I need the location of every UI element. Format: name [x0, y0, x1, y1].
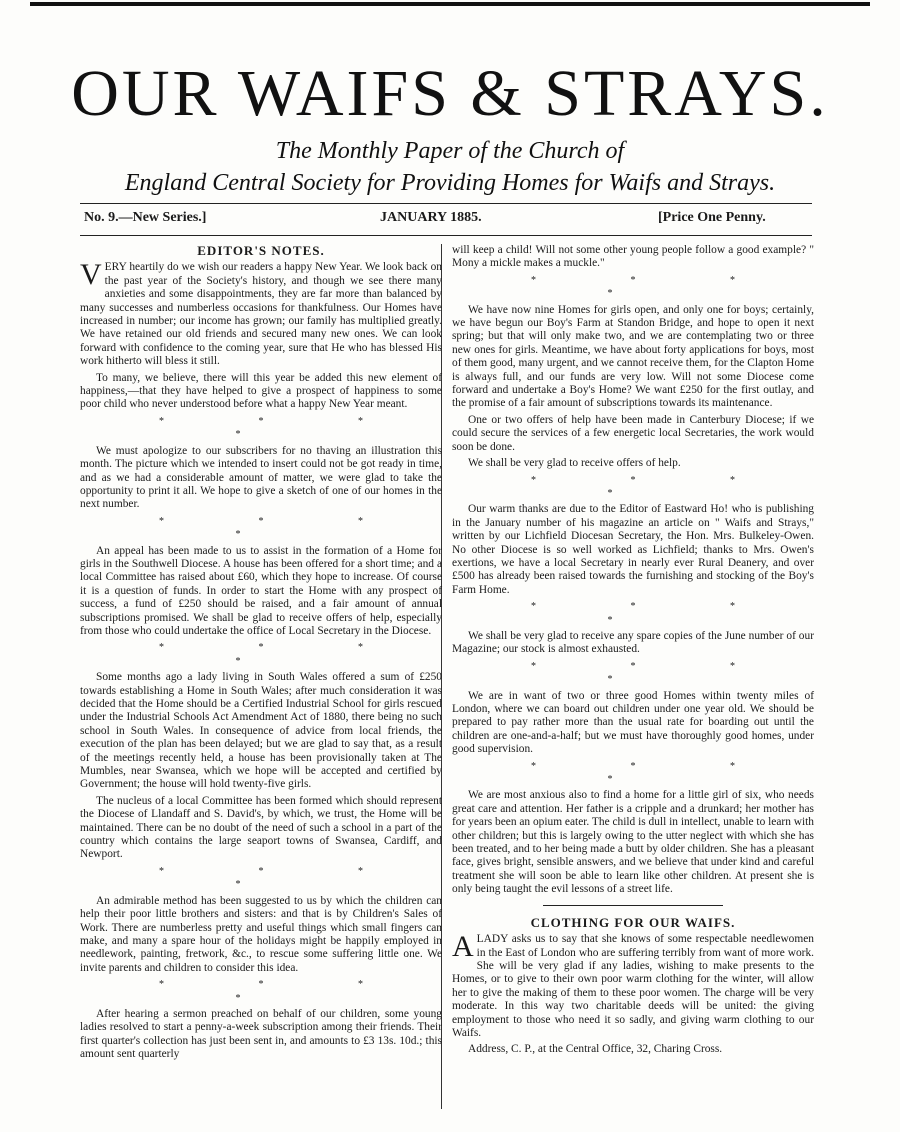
paragraph: will keep a child! Will not some other young people follow a good example? " Mony a mickle makes a muckle." — [452, 244, 814, 270]
drop-cap: A — [452, 930, 474, 964]
issue-number: No. 9.—New Series.] — [84, 210, 207, 225]
subtitle-line-1: The Monthly Paper of the Church of — [275, 138, 625, 164]
drop-cap: V — [80, 258, 102, 292]
separator-stars: * * * * — [159, 415, 409, 441]
issue-rule-top — [80, 203, 812, 204]
paragraph: After hearing a sermon preached on behalf of our children, some young ladies resolved to start a penny-a-week subscription among their friends. Their first quarter's collection has just been sent in, and amounts to £3 13s. 10d.; this amount sent quarterly — [80, 1007, 442, 1061]
paragraph: Some months ago a lady living in South Wales offered a sum of £250 towards establishing a Home in South Wales; after much consideration it was decided that the Home should be a Certified Industrial School for girls rescued under the Industrial Schools Act Amendment Act of 1880, there being no such school in South Wales. In consequence of advice from local friends, the execution of the plan has been delayed; but we are glad to say that, as a result of the meetings recently held, a house has been provisionally taken at The Mumbles, near Swansea, which we hope will be accepted and certified by Government; the house will hold twenty-five girls. — [80, 671, 442, 791]
top-border — [30, 2, 870, 6]
left-column — [80, 244, 442, 1065]
separator-stars: * * * * — [531, 274, 781, 300]
paragraph: We must apologize to our subscribers for no thaving an illustration this month. The picture which we intended to insert could not be got ready in time, and as we had a considerable amount of matter, we were glad to take the opportunity to print it all. We hope to give a sketch of one of our homes in the next number. — [80, 444, 442, 511]
paragraph: We shall be very glad to receive any spare copies of the June number of our Magazine; our stock is almost exhausted. — [452, 629, 814, 656]
paragraph: We are most anxious also to find a home for a little girl of six, who needs great care and attention. Her father is a cripple and a drunkard; her mother has for years been an opium eater. The child is dull in intellect, unable to learn with other children; but this is largely owing to the utter neglect with which she has been treated, and to her being made a butt by older children. She has a pleasant face, gives bright, sensible answers, and we believe that under kind and careful treatment she will soon be able to learn like other children. At present she is only being taught the evil lessons of a street life. — [452, 789, 814, 896]
paragraph: An appeal has been made to us to assist in the formation of a Home for girls in the Southwell Diocese. A house has been offered for a short time; and a local Committee has raised about £60, which they hope to increase. Of course it is a question of funds. In order to start the Home with any prospect of success, a fund of £250 should be raised, and a fair amount of annual subscriptions promised. We shall be glad to receive offers of help, especially from those who could undertake the office of Local Secretary in the Diocese. — [80, 544, 442, 637]
paragraph: An admirable method has been suggested to us by which the children can help their poor little brothers and sisters: and that is by Children's Sales of Work. There are numberless pretty and useful things which small fingers can make, and many a spare hour of the holidays might be happily employed in needlework, painting, fretwork, &c., to rescue some suffering little one. We invite parents and children to consider this idea. — [80, 894, 442, 974]
separator-stars: * * * * — [531, 601, 781, 626]
paragraph: We are in want of two or three good Homes within twenty miles of London, where we can board out children under one year old. We should be prepared to pay rather more than the usual rate for boarding out until the children are one-and-a-half; but we must have thoroughly good homes, under good supervision. — [452, 689, 814, 756]
paragraph: VERY heartily do we wish our readers a happy New Year. We look back on the past year of the Society's history, and though we see there many anxieties and some disappointments, they are far more than balanced by many successes and numberless occasions for thankfulness. Our Homes have increased in number; our income has grown; our family has multiplied greatly. We have retained our old friends and secured many new ones. We can look forward with confidence to the coming year, sure that He who has blessed His work hitherto will bless it still. — [80, 258, 442, 368]
separator-stars: * * * * — [159, 515, 409, 541]
separator-stars: * * * * — [531, 660, 781, 686]
paragraph: We shall be very glad to receive offers of help. — [468, 457, 681, 470]
paragraph: We have now nine Homes for girls open, and only one for boys; certainly, we have begun our Boy's Farm at Standon Bridge, and hope to open it next spring; but that will only make two, and we are contemplating two or three new ones for girls. Meantime, we have about forty applications for boys, most of them good, many urgent, and we cannot receive them, for the Clapton Home is always full, and our funds are very low. Will not some Diocese come forward and undertake a Boy's Home? We want £250 for the first outlay, and the promise of a fair amount of subscriptions towards its maintenance. — [452, 303, 814, 410]
issue-date: JANUARY 1885. — [380, 210, 482, 225]
separator-stars: * * * * — [159, 865, 409, 891]
subtitle-line-2: England Central Society for Providing Homes for Waifs and Strays. — [124, 170, 776, 196]
paragraph: Our warm thanks are due to the Editor of Eastward Ho! who is publishing in the January number of his magazine an article on " Waifs and Strays," written by our Lichfield Diocesan Secretary, the Hon. Mrs. Bulkeley-Owen. No other Diocese is so well worked as Lichfield; thanks to Mrs. Owen's exertions, we have a local Secretary in nearly ever Rural Deanery, and over £500 has already been raised towards the furnishing and stocking of the Boy's Farm Home. — [452, 503, 814, 596]
issue-rule-bottom — [80, 235, 812, 236]
paragraph: Address, C. P., at the Central Office, 32, Charing Cross. — [468, 1043, 723, 1056]
issue-price: [Price One Penny. — [658, 210, 766, 225]
separator-stars: * * * * — [159, 642, 409, 667]
section-rule — [543, 905, 723, 906]
editors-notes-heading: EDITOR'S NOTES. — [197, 243, 325, 258]
right-column — [452, 244, 814, 1060]
paragraph: One or two offers of help have been made in Canterbury Diocese; if we could secure the services of a few energetic local Secretaries, the work would soon be done. — [452, 413, 814, 453]
separator-stars: * * * * — [531, 474, 781, 499]
paragraph: The nucleus of a local Committee has been formed which should represent the Diocese of Llandaff and S. David's, by which, we trust, the Home will be maintained. There can be no doubt of the need of such a school in a part of the country which contains the large seaport towns of Swansea, Cardiff, and Newport. — [80, 794, 442, 861]
separator-stars: * * * * — [159, 979, 409, 1004]
separator-stars: * * * * — [531, 760, 781, 786]
clothing-heading: CLOTHING FOR OUR WAIFS. — [530, 914, 736, 930]
paragraph: ALADY asks us to say that she knows of some respectable needlewomen in the East of London who are suffering terribly from want of more work. She will be very glad if any ladies, wishing to make presents to the Homes, or to give to their own poor warm clothing for the winter, will allow her to give the making of them to these poor women. The charge will be very moderate. In this way two charitable deeds will be united: the giving employment to those who need it so sadly, and giving warm clothing to our Waifs. — [452, 930, 814, 1039]
paragraph: To many, we believe, there will this year be added this new element of happiness,—that they have helped to give a prospect of happiness to some poor child who never understood before what a happy New Year meant. — [80, 371, 442, 411]
masthead-title: OUR WAIFS & STRAYS. — [71, 57, 829, 130]
